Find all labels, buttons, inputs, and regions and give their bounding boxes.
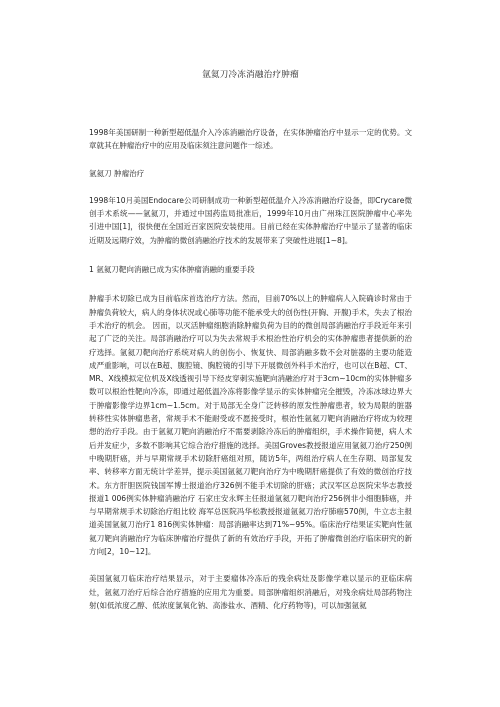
intro-paragraph: 1998年10月美国Endocare公司研制成功一种新型超低温介入冷冻消融治疗设备，即Crycare微创手术系统——氩氦刀，并通过中国药监局批准后，1999年10月由广州珠江医院肿瘤中心率先引进中国[1]，很快便在全国近百家医院安装使用。目前已经在实体肿瘤治疗中显示了显著的临床近期及远期疗效，为肿瘤的微创消融治疗技术的发展带来了突破性进展[1~8]。 — [89, 195, 412, 245]
spacer — [89, 276, 412, 292]
section-body-paragraph: 肿瘤手术切除已成为目前临床首选治疗方法。然而，目前70%以上的肿瘤病人入院确诊时常由于肿瘤负荷较大，病人的身体状况或心肺等功能不能承受大的创伤性(开胸、开腹)手术，失去了根治手术治疗的机会。 因而，以灭活肿瘤细胞消除肿瘤负荷为目的的微创局部消融治疗手段近年来引起了广泛的关注。局部消融治疗可以为失去常规手术根治性治疗机会的实体肿瘤患者提供新的治疗选择。氩氦刀靶向治疗系统对病人的创伤小、恢复快、局部消融多数不会对脏器的主要功能造成严重影响，可以在B超、腹腔镜、胸腔镜的引导下开展微创外科手术治疗，也可以在B超、CT、MR、X线模拟定位机及X线透视引导下经皮穿刺实施靶向消融治疗对于3cm~10cm的实体肿瘤多数可以根治性靶向冷冻，即通过超低温冷冻将影像学显示的实体肿瘤完全摧毁，冷冻冰球边界大于肿瘤影像学边界1cm~1.5cm。对于局部无全身广泛转移的原发性肿瘤患者，较为局限的脏器转移性实体肿瘤患者，常规手术不能耐受或不愿接受时，根治性氩氦刀靶向消融治疗将成为较理想的治疗手段。由于氩氦刀靶向消融治疗不需要剥除冷冻后的肿瘤组织，手术操作简便，病人术后并发症少，多数不影响其它综合治疗措施的选择。美国Groves教授报道应用氩氦刀治疗250例中晚期肝癌，并与早期常规手术切除肝癌组对照，随访5年，两组治疗病人在生存期、局部复发率、转移率方面无统计学差异，提示美国氩氦刀靶向治疗为中晚期肝癌提供了有效的微创治疗技术。东方肝胆医院钱国军博士报道治疗326例不能手术切除的肝癌；武汉军区总医院宋华志教授报道1 006例实体肿瘤消融治疗 石家庄安永辉主任报道氩氦刀靶向治疗256例非小细胞肺癌，并与早期常规手术切除治疗组比较 海军总医院冯华松教授报道氩氦刀治疗肺癌570例，牛立志主报道美国氩氦刀治疗1 816例实体肿瘤：局部消融率达到71%~95%。临床治疗结果证实靶向性氩氦刀靶向消融治疗为临床肿瘤治疗提供了新的有效治疗手段，开拓了肿瘤微创治疗临床研究的新方向[2，10~12]。 — [89, 294, 412, 557]
spacer — [89, 180, 412, 194]
document-title: 氩氦刀冷冻消融治疗肿瘤 — [202, 70, 299, 80]
section-body-paragraph-2: 美国氩氦刀临床治疗结果显示，对于主要瘤体冷冻后的残余病灶及影像学难以显示的亚临床病灶，氩氦刀治疗后综合治疗措施的应用尤为重要。局部肿瘤组织消融后，对残余病灶局部药物注射(如低浓度乙醇、低浓度氯氧化钠、高渗盐水、酒精、化疗药物等)，可以加强氩氦 — [89, 574, 412, 610]
keywords-line: 氩氦刀 肿瘤治疗 — [89, 168, 145, 178]
section-heading: 1 氩氦刀靶向消融已成为实体肿瘤消融的重要手段 — [89, 265, 255, 275]
spacer — [89, 247, 412, 263]
spacer — [89, 558, 412, 572]
document-content — [89, 69, 412, 612]
spacer — [89, 153, 412, 167]
abstract-paragraph: 1998年美国研制一种新型超低温介入冷冻消融治疗设备，在实体肿瘤治疗中显示一定的优势。文章就其在肿瘤治疗中的应用及临床须注意问题作一综述。 — [89, 128, 412, 151]
